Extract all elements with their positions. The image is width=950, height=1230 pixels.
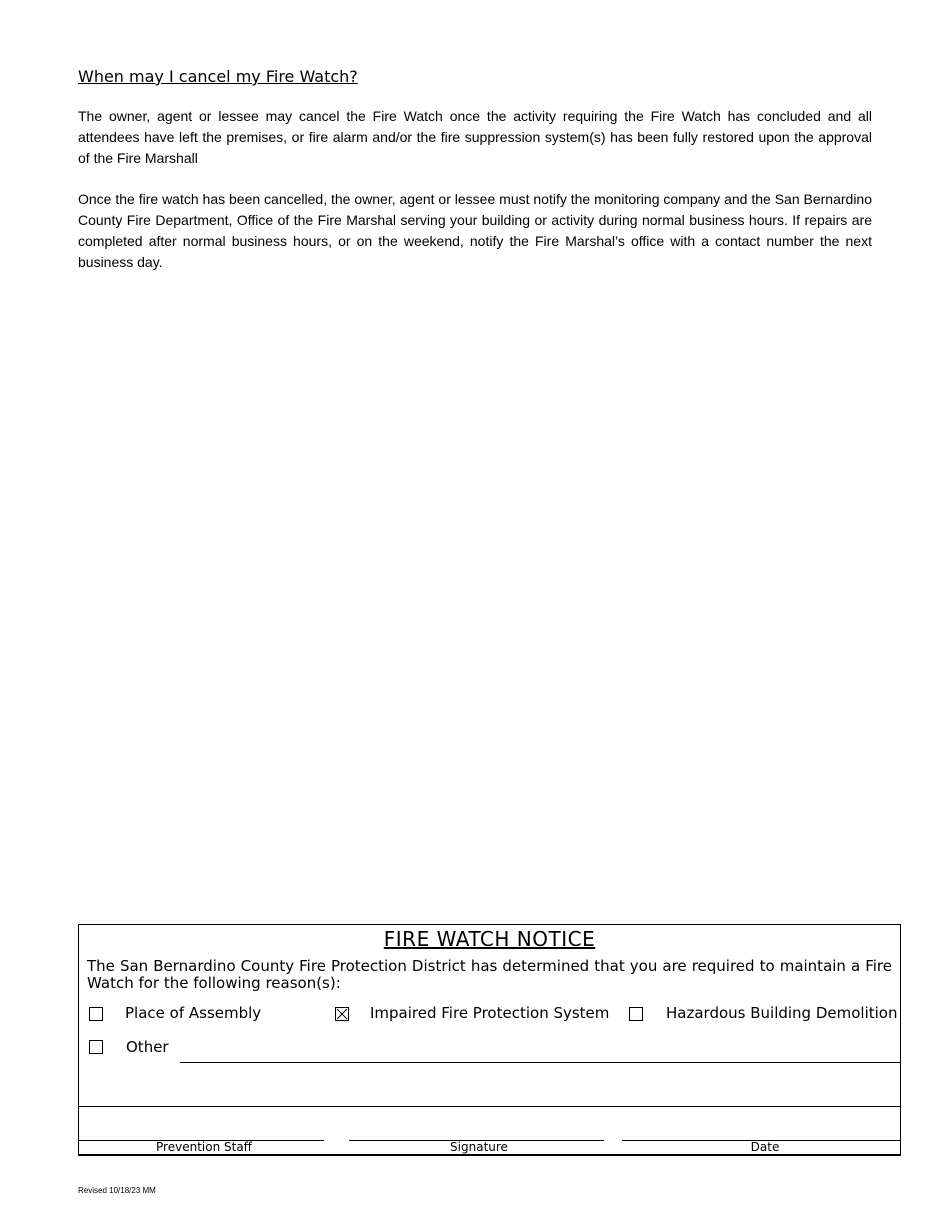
checkbox-hazardous-demolition[interactable] bbox=[629, 1007, 643, 1021]
label-other: Other bbox=[126, 1038, 169, 1056]
signature-label: Signature bbox=[450, 1140, 508, 1154]
checkbox-impaired-fire-protection[interactable] bbox=[335, 1007, 349, 1021]
notice-intro: The San Bernardino County Fire Protection District has determined that you are required to maintain a Fire Watch for the following reason(s): bbox=[87, 957, 892, 992]
other-input-line[interactable] bbox=[180, 1062, 900, 1063]
checkbox-place-of-assembly[interactable] bbox=[89, 1007, 103, 1021]
notify-paragraph: Once the fire watch has been cancelled, the owner, agent or lessee must notify the monitoring company and the San Bernardino County Fire Department, Office of the Fire Marshal serving your building or activity during normal business hours. If repairs are completed after normal business hours, or on the weekend, notify the Fire Marshal’s office with a contact number the next business day. bbox=[78, 191, 872, 270]
label-impaired-fire-protection: Impaired Fire Protection System bbox=[370, 1004, 610, 1022]
revision-footer: Revised 10/18/23 MM bbox=[78, 1186, 156, 1195]
notice-title bbox=[79, 927, 900, 951]
notice-title-text: FIRE WATCH NOTICE bbox=[383, 927, 596, 951]
date-label: Date bbox=[750, 1140, 780, 1154]
blank-line[interactable] bbox=[79, 1106, 900, 1107]
prevention-staff-label: Prevention Staff bbox=[156, 1140, 252, 1154]
section-heading: When may I cancel my Fire Watch? bbox=[78, 67, 358, 86]
label-place-of-assembly: Place of Assembly bbox=[125, 1004, 262, 1022]
cancel-paragraph: The owner, agent or lessee may cancel the Fire Watch once the activity requiring the Fire Watch has concluded and all attendees have left the premises, or fire alarm and/or the fire suppression system(s) has been fully restored upon the approval of the Fire Marshall bbox=[78, 108, 872, 166]
checkbox-other[interactable] bbox=[89, 1040, 103, 1054]
fire-watch-notice-box bbox=[78, 924, 901, 1156]
label-hazardous-demolition: Hazardous Building Demolition bbox=[666, 1004, 898, 1022]
checkmark-x-icon bbox=[336, 1008, 348, 1020]
